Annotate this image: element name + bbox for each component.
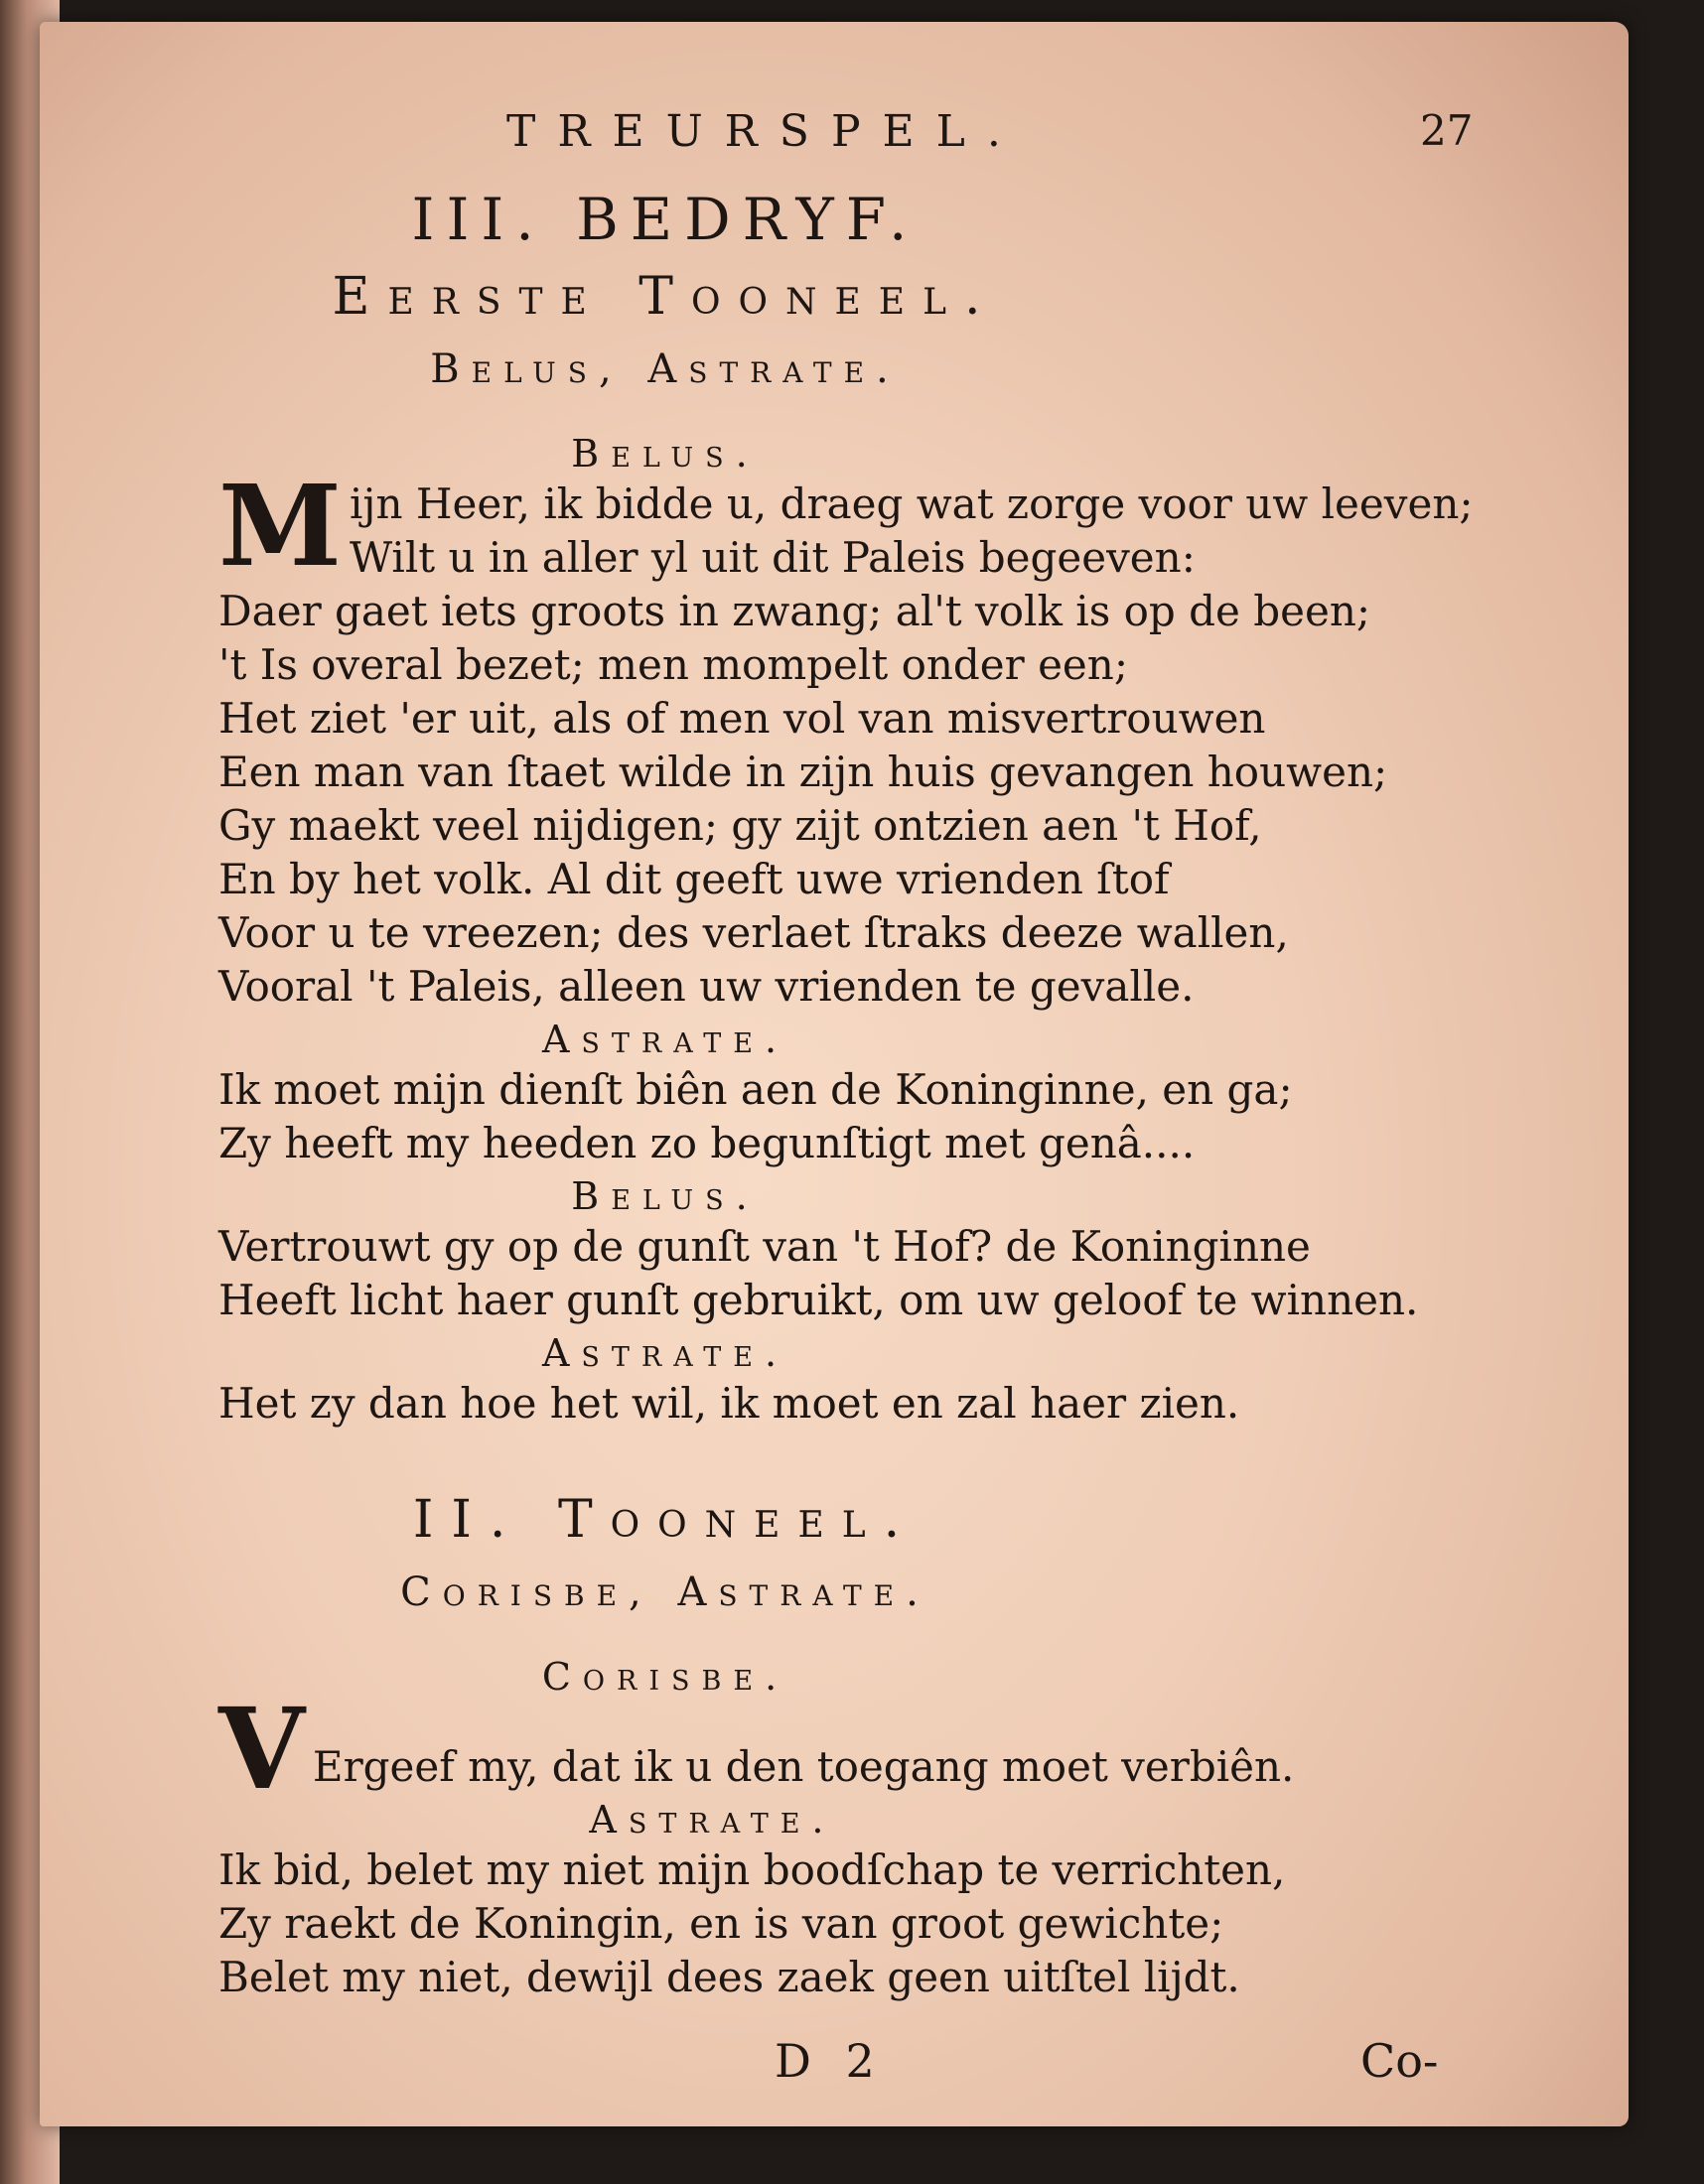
verse-line: ijn Heer, ik bidde u, draeg wat zorge voor uw leeven; [349, 479, 1474, 528]
page-footer [218, 2034, 1480, 2094]
verse-line: En by het volk. Al dit geeft uwe vrienden ſtof [218, 855, 1170, 903]
running-head: TREURSPEL. [506, 106, 1023, 157]
speaker-name: Belus. [571, 1174, 760, 1218]
verse-line: Zy raekt de Koningin, en is van groot gewichte; [218, 1899, 1224, 1948]
speech-block [218, 1685, 1480, 1815]
speaker-name: Belus. [571, 432, 760, 476]
verse-line: Daer gaet iets groots in zwang; al't volk is op de been; [218, 587, 1371, 635]
speaker-name: Corisbe. [541, 1655, 789, 1699]
scene-2-title: II. Tooneel. [412, 1490, 919, 1550]
speaker-name: Astrate. [541, 1018, 789, 1061]
act-heading: III. BEDRYF. [411, 186, 920, 253]
book-page [40, 22, 1629, 2126]
scene-2-cast: Corisbe, Astrate. [400, 1570, 930, 1615]
drop-capital: M [218, 462, 342, 592]
verse-line: Wilt u in aller yl uit dit Paleis begeeven: [349, 533, 1196, 582]
verse-line: Ergeef my, dat ik u den toegang moet verbiên. [312, 1742, 1295, 1791]
verse-line: Heeft licht haer gunſt gebruikt, om uw geloof te winnen. [218, 1276, 1419, 1324]
verse-line: Vertrouwt gy op de gunſt van 't Hof? de Koninginne [218, 1222, 1311, 1271]
speaker-name: Astrate. [541, 1331, 789, 1375]
verse-line: Ik bid, belet my niet mijn boodſchap te verrichten, [218, 1845, 1286, 1894]
verse-line: Het ziet 'er uit, als of men vol van misvertrouwen [218, 694, 1266, 743]
scene-gap [218, 1431, 1480, 1490]
signature-mark: D 2 [775, 2034, 885, 2088]
drop-capital: V [218, 1685, 305, 1815]
speaker-name: Astrate. [589, 1798, 836, 1842]
scene-1-cast: Belus, Astrate. [430, 346, 901, 392]
page-text [218, 106, 1480, 2094]
verse-line: Een man van ſtaet wilde in zijn huis gevangen houwen; [218, 748, 1388, 796]
verse-line: Zy heeft my heeden zo begunſtigt met genâ.... [218, 1119, 1196, 1167]
verse-line: Belet my niet, dewijl dees zaek geen uitſtel lijdt. [218, 1953, 1240, 2001]
verse-line: 't Is overal bezet; men mompelt onder een; [218, 640, 1128, 689]
verse-line: Voor u te vreezen; des verlaet ſtraks deeze wallen, [218, 908, 1289, 957]
verse-line: Vooral 't Paleis, alleen uw vrienden te gevalle. [218, 962, 1195, 1011]
page-header [218, 106, 1480, 176]
verse-line: Het zy dan hoe het wil, ik moet en zal haer zien. [218, 1379, 1240, 1428]
page-number: 27 [1420, 106, 1474, 155]
scene-1-title: Eerste Tooneel. [332, 267, 999, 327]
catchword: Co- [1360, 2034, 1439, 2088]
verse-line: Gy maekt veel nijdigen; gy zijt ontzien aen 't Hof, [218, 801, 1262, 850]
speech-block [218, 462, 1480, 592]
verse-line: Ik moet mijn dienſt biên aen de Koninginne, en ga; [218, 1065, 1293, 1114]
